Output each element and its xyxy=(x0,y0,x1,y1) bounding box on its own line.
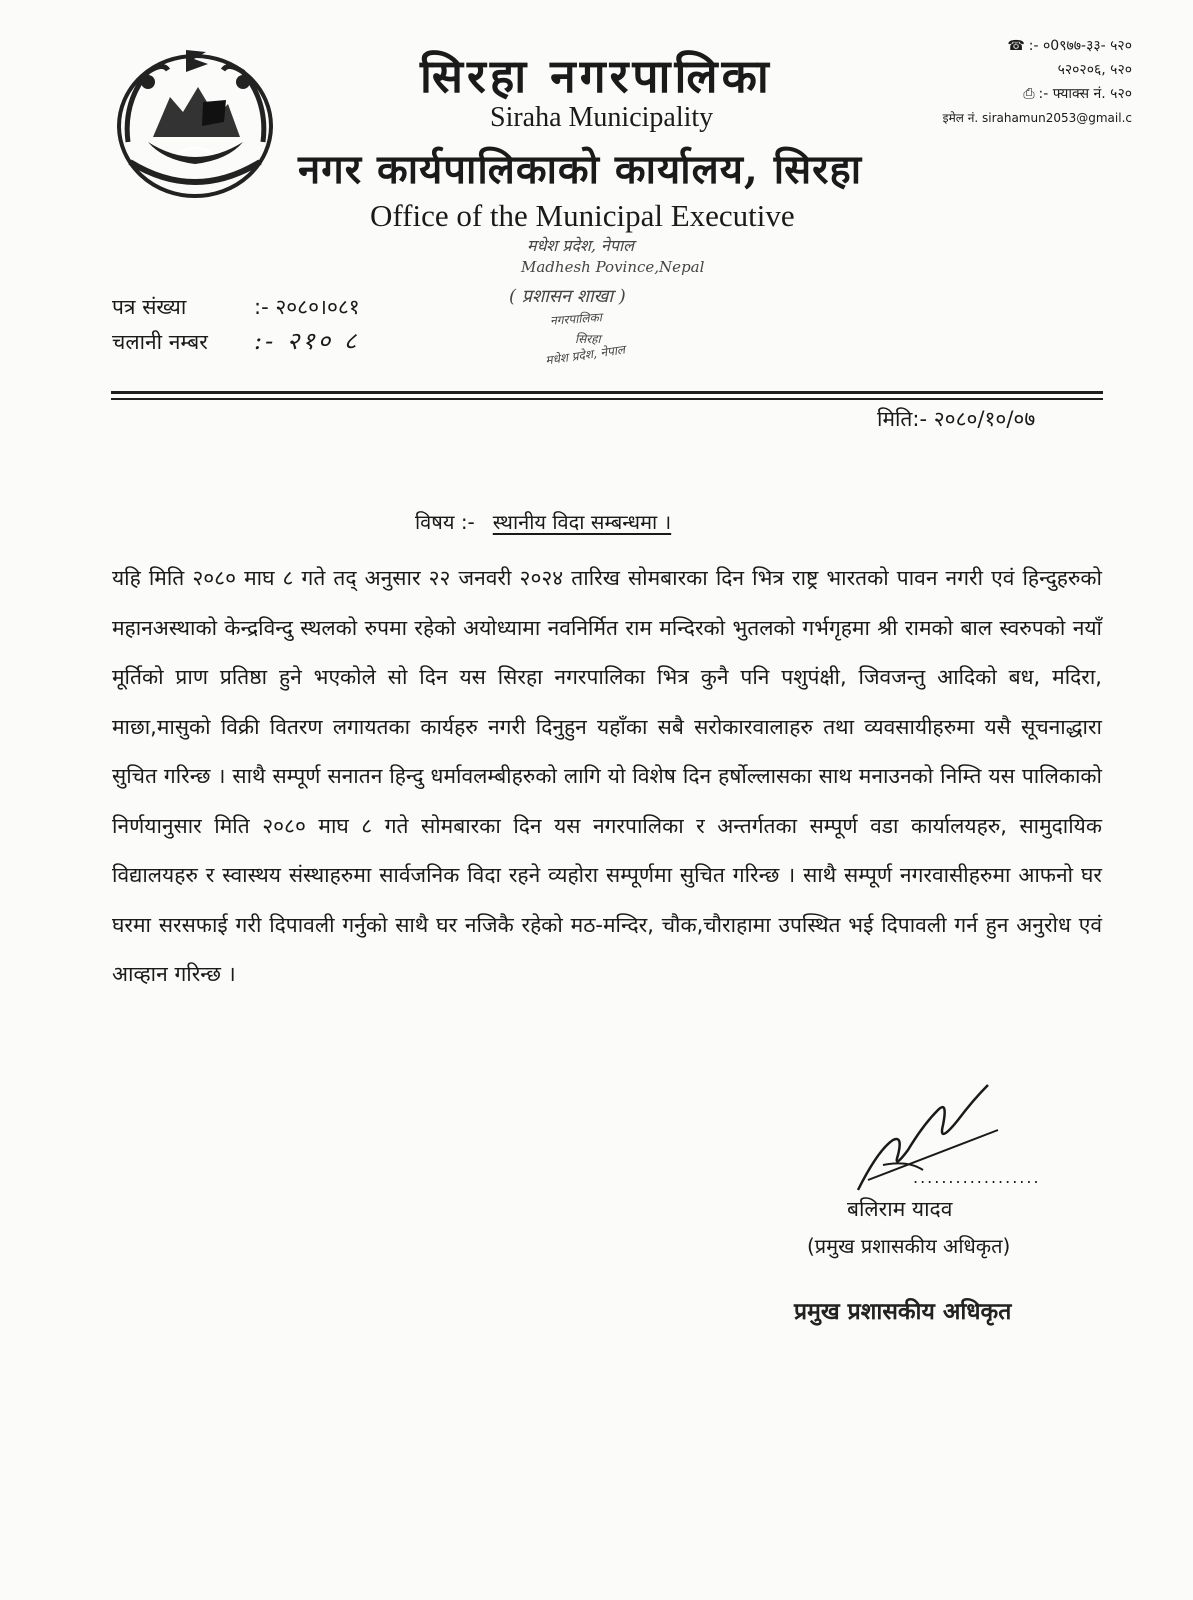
subject-label: विषय :- xyxy=(415,510,475,534)
handwritten-signature xyxy=(848,1070,1008,1210)
chalani-number-label: चलानी नम्बर xyxy=(112,330,208,354)
stamp-line-5: सिरहा xyxy=(575,332,601,346)
chalani-number-row xyxy=(112,324,360,359)
nepal-emblem-logo xyxy=(108,42,283,202)
office-name-nepali: नगर कार्यपालिकाको कार्यालय, सिरहा xyxy=(298,146,863,193)
office-name-english: Office of the Municipal Executive xyxy=(370,198,795,233)
patra-sankhya-label: पत्र संख्या xyxy=(112,295,187,319)
fax-icon: ⎙ xyxy=(1023,86,1035,102)
subject-text: स्थानीय विदा सम्बन्धमा । xyxy=(492,510,672,534)
phone-row-2 xyxy=(932,58,1132,82)
subject-line xyxy=(415,508,671,535)
header-divider-bottom xyxy=(111,398,1103,400)
designation-stamp: प्रमुख प्रशासकीय अधिकृत xyxy=(794,1298,1012,1325)
phone-number-2: ५२०२०६, ५२० xyxy=(1057,62,1132,78)
header-divider-top xyxy=(111,391,1103,394)
letter-date: मिति:- २०८०/१०/०७ xyxy=(877,407,1036,431)
stamp-line-3: ( प्रशासन शाखा ) xyxy=(509,286,626,307)
telephone-icon: ☎ xyxy=(1007,38,1025,54)
stamp-line-1: मधेश प्रदेश, नेपाल xyxy=(527,236,634,255)
stamp-line-4: नगरपालिका xyxy=(549,310,603,328)
municipality-name-nepali: सिरहा नगरपालिका xyxy=(420,49,773,103)
fax-row xyxy=(932,82,1132,106)
office-stamp xyxy=(505,232,710,382)
chalani-number-value: :- २१० ८ xyxy=(254,327,360,355)
patra-sankhya-row xyxy=(112,290,360,324)
letter-body: यहि मिति २०८० माघ ८ गते तद् अनुसार २२ जनवरी २०२४ तारिख सोमबारका दिन भित्र राष्ट्र भारतको पावन नगरी एवं हिन्दुहरुको महानअस्थाको केन्द्रविन्दु स्थलको रुपमा रहेको अयोध्यामा नवनिर्मित राम मन्दिरको भुतलको गर्भगृहमा श्री रामको बाल स्वरुपको नयाँ मूर्तिको प्राण प्रतिष्ठा हुने भएकोले सो दिन यस सिरहा नगरपालिका भित्र कुनै पनि पशुपंक्षी, जिवजन्तु आदिको बध, मदिरा, माछा,मासुको विक्री वितरण लगायतका कार्यहरु नगरी दिनुहुन यहाँका सबै सरोकारवालाहरु तथा व्यवसायीहरुमा यसै सूचनाद्धारा सुचित गरिन्छ । साथै सम्पूर्ण सनातन हिन्दु धर्मावलम्बीहरुको लागि यो विशेष दिन हर्षोल्लासका साथ मनाउनको निम्ति यस पालिकाको निर्णयानुसार मिति २०८० माघ ८ गते सोमबारका दिन यस नगरपालिका र अन्तर्गतका सम्पूर्ण वडा कार्यालयहरु, सामुदायिक विद्यालयहरु र स्वास्थय संस्थाहरुमा सार्वजनिक विदा रहने व्यहोरा सम्पूर्णमा सुचित गरिन्छ । साथै सम्पूर्ण नगरवासीहरुमा आफनो घर घरमा सरसफाई गरी दिपावली गर्नुको साथै घर नजिकै रहेको मठ-मन्दिर, चौक,चौराहामा उपस्थित भई दिपावली गर्न हुन अनुरोध एवं आव्हान गरिन्छ । xyxy=(112,566,1102,986)
email-address: इमेल नं. sirahamun2053@gmail.c xyxy=(942,111,1132,125)
signer-designation: (प्रमुख प्रशासकीय अधिकृत) xyxy=(807,1234,1011,1258)
patra-sankhya-value: :- २०८०।०८१ xyxy=(254,295,360,319)
reference-block xyxy=(112,290,360,359)
stamp-line-6: मधेश प्रदेश, नेपाल xyxy=(544,342,626,368)
municipality-name-english: Siraha Municipality xyxy=(490,102,714,133)
stamp-line-2: Madhesh Povince,Nepal xyxy=(521,258,705,276)
phone-row xyxy=(932,34,1132,58)
signature-dotted-line: .................. xyxy=(913,1168,1041,1187)
contact-info xyxy=(932,34,1132,130)
signer-name: बलिराम यादव xyxy=(847,1197,953,1221)
phone-number-1: :- ०0९७७-३३- ५२० xyxy=(1028,38,1132,54)
fax-number: :- फ्याक्स नं. ५२० xyxy=(1038,86,1132,102)
